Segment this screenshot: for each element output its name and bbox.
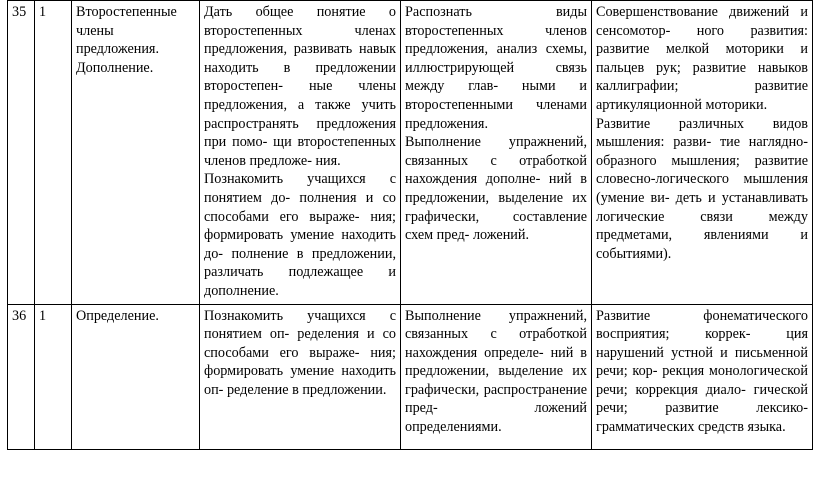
lesson-development [592, 1, 813, 305]
activity-paragraph: Выполнение упражнений, связанных с отработкой нахождения определе- ний в предложении, выделение их графически, распространение пред- ложений определениями. [405, 307, 587, 436]
lesson-goals [200, 1, 401, 305]
lesson-hours: 1 [35, 304, 72, 449]
lesson-activities [401, 1, 592, 305]
lesson-topic: Второстепенные члены предложения. Дополнение. [72, 1, 200, 305]
table-row [8, 304, 813, 449]
activity-paragraph: Выполнение упражнений, связанных с отработкой нахождения дополне- ний в предложении, выделение их графически, составление схем пред- ложений. [405, 134, 587, 244]
lesson-development [592, 304, 813, 449]
lesson-activities [401, 304, 592, 449]
lesson-hours: 1 [35, 1, 72, 305]
development-paragraph: Развитие различных видов мышления: разви- тие наглядно-образного мышления; развитие словесно-логического мышления (умение ви- деть и устанавливать логические связи между предметами, явлениями и событиями). [596, 115, 808, 262]
goal-paragraph: Дать общее понятие о второстепенных членах предложения, развивать навык находить в предложении второстепен- ные члены предложения, а также учить распространять предложения при помо- щи второстепенных членов предложе- ния. [204, 4, 396, 169]
lesson-goals [200, 304, 401, 449]
activity-paragraph: Распознать виды второстепенных членов предложения, анализ схемы, иллюстрирующей связь между глав- ными и второстепенными членами предложения. [405, 4, 587, 132]
lesson-topic: Определение. [72, 304, 200, 449]
lesson-number: 35 [8, 1, 35, 305]
development-paragraph: Развитие фонематического восприятия; коррек- ция нарушений устной и письменной речи; кор- рекция монологической речи; коррекция диало- гической речи; развитие лексико-грамматических средств языка. [596, 307, 808, 436]
table-row [8, 1, 813, 305]
development-paragraph: Совершенствование движений и сенсомотор- ного развития: развитие мелкой моторики и пальцев рук; развитие навыков каллиграфии; развитие артикуляционной моторики. [596, 4, 808, 113]
goal-paragraph: Познакомить учащихся с понятием до- полнения и со способами его выраже- ния; формировать умение находить до- полнение в предложении, различать подлежащее и дополнение. [204, 171, 396, 299]
goal-paragraph: Познакомить учащихся с понятием оп- ределения и со способами его выраже- ния; формировать умение находить оп- ределение в предложении. [204, 307, 396, 398]
lesson-number: 36 [8, 304, 35, 449]
lesson-plan-table [7, 0, 813, 450]
